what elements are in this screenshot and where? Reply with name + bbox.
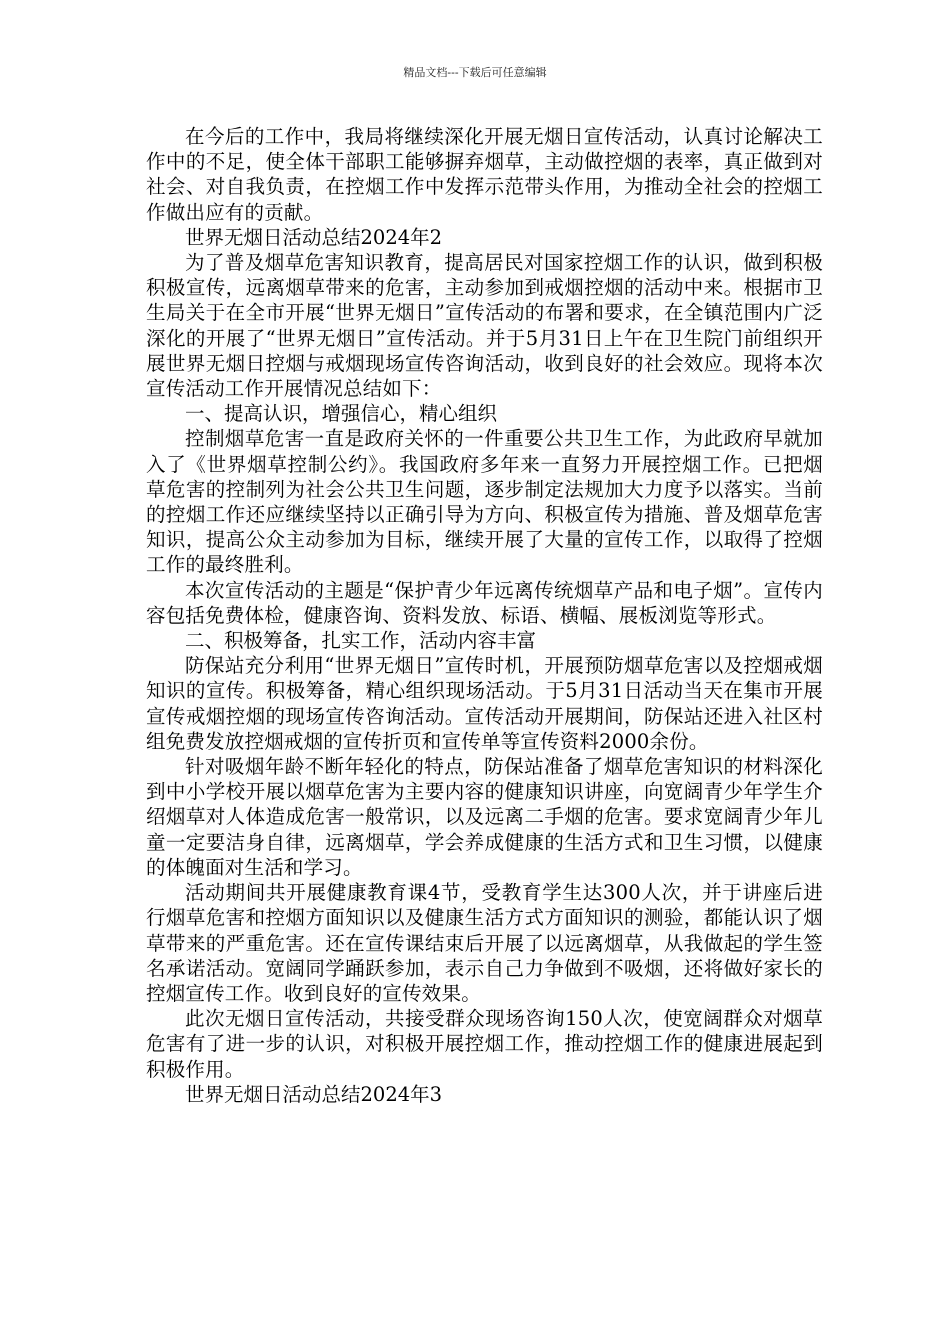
paragraph: 此次无烟日宣传活动，共接受群众现场咨询150人次，使宽阔群众对烟草危害有了进一步的认识，对积极开展控烟工作，推动控烟工作的健康进展起到积极作用。 [146,1007,823,1081]
section-title: 世界无烟日活动总结2024年3 [185,1082,443,1106]
section-title: 世界无烟日活动总结2024年2 [185,225,443,249]
page-header: 精品文档---下载后可任意编辑 [403,66,547,79]
paragraph: 控制烟草危害一直是政府关怀的一件重要公共卫生工作，为此政府早就加入了《世界烟草控制公约》。我国政府多年来一直努力开展控烟工作。已把烟草危害的控制列为社会公共卫生问题，逐步制定法规加大力度予以落实。当前的控烟工作还应继续坚持以正确引导为方向、积极宣传为措施、普及烟草危害知识，提高公众主动参加为目标，继续开展了大量的宣传工作，以取得了控烟工作的最终胜利。 [146,427,823,577]
paragraph: 活动期间共开展健康教育课4节，受教育学生达300人次，并于讲座后进行烟草危害和控烟方面知识以及健康生活方式方面知识的测验，都能认识了烟草带来的严重危害。还在宣传课结束后开展了以远离烟草，从我做起的学生签名承诺活动。宽阔同学踊跃参加，表示自己力争做到不吸烟，还将做好家长的控烟宣传工作。收到良好的宣传效果。 [146,881,823,1005]
paragraph: 在今后的工作中，我局将继续深化开展无烟日宣传活动，认真讨论解决工作中的不足，使全体干部职工能够摒弃烟草，主动做控烟的表率，真正做到对社会、对自我负责，在控烟工作中发挥示范带头作用，为推动全社会的控烟工作做出应有的贡献。 [146,125,823,224]
paragraph: 本次宣传活动的主题是“保护青少年远离传统烟草产品和电子烟”。宣传内容包括免费体检，健康咨询、资料发放、标语、横幅、展板浏览等形式。 [146,578,823,627]
paragraph: 防保站充分利用“世界无烟日”宣传时机，开展预防烟草危害以及控烟戒烟知识的宣传。积极筹备，精心组织现场活动。于5月31日活动当天在集市开展宣传戒烟控烟的现场宣传咨询活动。宣传活动开展期间，防保站还进入社区村组免费发放控烟戒烟的宣传折页和宣传单等宣传资料2000余份。 [146,654,823,753]
paragraph: 为了普及烟草危害知识教育，提高居民对国家控烟工作的认识，做到积极积极宣传，远离烟草带来的危害，主动参加到戒烟控烟的活动中来。根据市卫生局关于在全市开展“世界无烟日”宣传活动的布署和要求，在全镇范围内广泛深化的开展了“世界无烟日”宣传活动。并于5月31日上午在卫生院门前组织开展世界无烟日控烟与戒烟现场宣传咨询活动，收到良好的社会效应。现将本次宣传活动工作开展情况总结如下： [146,251,823,401]
section-heading: 二、积极筹备，扎实工作，活动内容丰富 [185,629,537,653]
section-heading: 一、提高认识，增强信心，精心组织 [185,402,498,426]
document-body [146,124,823,1107]
paragraph: 针对吸烟年龄不断年轻化的特点，防保站准备了烟草危害知识的材料深化到中小学校开展以烟草危害为主要内容的健康知识讲座，向宽阔青少年学生介绍烟草对人体造成危害一般常识，以及远离二手烟的危害。要求宽阔青少年儿童一定要洁身自律，远离烟草，学会养成健康的生活方式和卫生习惯，以健康的体魄面对生活和学习。 [146,755,823,879]
